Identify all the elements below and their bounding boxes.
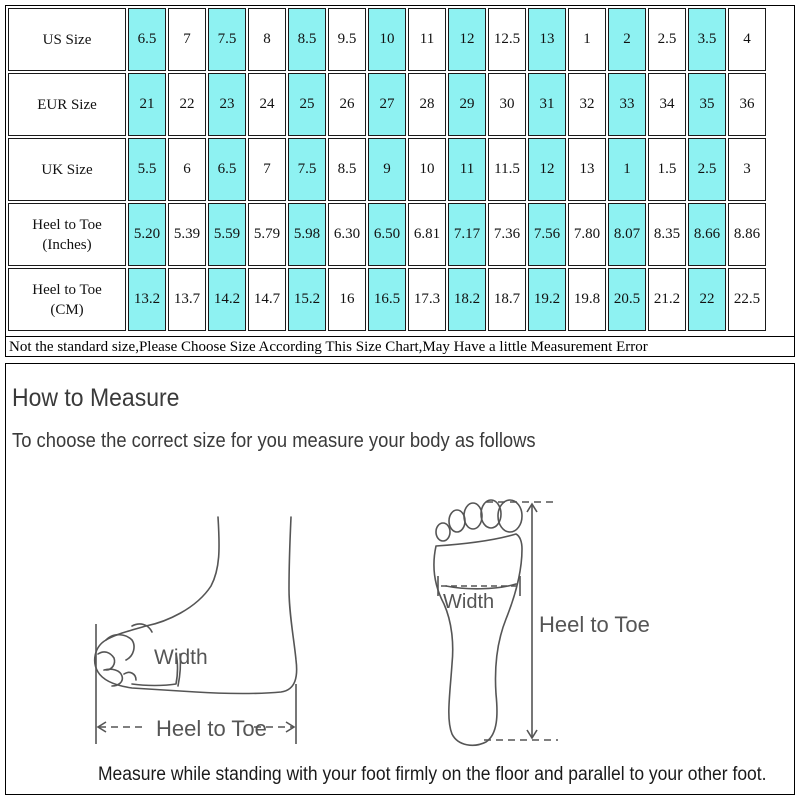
size-cell: 5.79: [248, 203, 286, 266]
size-cell: 20.5: [608, 268, 646, 331]
top-length-label: Heel to Toe: [539, 612, 650, 637]
size-cell: 23: [208, 73, 246, 136]
size-cell: 7.5: [208, 8, 246, 71]
size-cell: 1: [568, 8, 606, 71]
row-label: US Size: [8, 8, 126, 71]
size-cell: 7.5: [288, 138, 326, 201]
size-cell: 27: [368, 73, 406, 136]
size-cell: 16: [328, 268, 366, 331]
size-cell: 5.59: [208, 203, 246, 266]
size-cell: 5.5: [128, 138, 166, 201]
size-cell: 5.39: [168, 203, 206, 266]
size-cell: 12: [528, 138, 566, 201]
size-cell: 13.2: [128, 268, 166, 331]
size-cell: 6.5: [208, 138, 246, 201]
side-length-label: Heel to Toe: [156, 716, 267, 741]
row-label: [8, 203, 126, 266]
size-cell: 19.8: [568, 268, 606, 331]
size-cell: 8.5: [288, 8, 326, 71]
size-cell: 12.5: [488, 8, 526, 71]
uk-size-row: [8, 138, 766, 201]
size-cell: 18.7: [488, 268, 526, 331]
size-cell: 1: [608, 138, 646, 201]
measure-caption: Measure while standing with your foot firmly on the floor and parallel to your other foot.: [98, 764, 767, 785]
size-cell: 19.2: [528, 268, 566, 331]
top-width-label: Width: [443, 591, 495, 613]
size-cell: 3: [728, 138, 766, 201]
size-cell: 11: [448, 138, 486, 201]
size-cell: 17.3: [408, 268, 446, 331]
side-width-label: Width: [154, 646, 208, 669]
size-cell: 22: [688, 268, 726, 331]
size-cell: 9.5: [328, 8, 366, 71]
measure-title: How to Measure: [12, 384, 180, 412]
size-cell: 12: [448, 8, 486, 71]
size-cell: 35: [688, 73, 726, 136]
size-cell: 8.35: [648, 203, 686, 266]
how-to-measure-panel: [5, 363, 795, 795]
size-cell: 7.80: [568, 203, 606, 266]
size-cell: 34: [648, 73, 686, 136]
size-cell: 26: [328, 73, 366, 136]
size-cell: 18.2: [448, 268, 486, 331]
size-cell: 28: [408, 73, 446, 136]
size-cell: 3.5: [688, 8, 726, 71]
size-cell: 5.98: [288, 203, 326, 266]
size-cell: 8.07: [608, 203, 646, 266]
size-cell: 6.5: [128, 8, 166, 71]
size-cell: 11: [408, 8, 446, 71]
size-cell: 4: [728, 8, 766, 71]
size-cell: 10: [408, 138, 446, 201]
heel-to-toe-cm-row: [8, 268, 766, 331]
size-cell: 31: [528, 73, 566, 136]
size-cell: 16.5: [368, 268, 406, 331]
size-cell: 14.7: [248, 268, 286, 331]
size-cell: 32: [568, 73, 606, 136]
size-table: [6, 6, 768, 333]
size-cell: 22.5: [728, 268, 766, 331]
size-cell: 30: [488, 73, 526, 136]
size-cell: 7.36: [488, 203, 526, 266]
size-note: Not the standard size,Please Choose Size According This Size Chart,May Have a little Measurement Error: [6, 336, 794, 356]
top-foot-icon: [434, 500, 522, 745]
size-cell: 33: [608, 73, 646, 136]
size-cell: 21: [128, 73, 166, 136]
size-cell: 8.66: [688, 203, 726, 266]
heel-to-toe-inches-row: [8, 203, 766, 266]
row-label: [8, 268, 126, 331]
size-cell: 6: [168, 138, 206, 201]
row-label: EUR Size: [8, 73, 126, 136]
size-cell: 21.2: [648, 268, 686, 331]
size-cell: 13: [568, 138, 606, 201]
size-cell: 24: [248, 73, 286, 136]
size-cell: 2.5: [648, 8, 686, 71]
size-cell: 14.2: [208, 268, 246, 331]
size-cell: 5.20: [128, 203, 166, 266]
size-cell: 36: [728, 73, 766, 136]
row-label-line: Heel to Toe: [32, 281, 102, 298]
row-label-line: Heel to Toe: [32, 216, 102, 233]
row-label-line: (Inches): [42, 236, 92, 253]
size-cell: 2: [608, 8, 646, 71]
row-label: UK Size: [8, 138, 126, 201]
size-cell: 8: [248, 8, 286, 71]
size-cell: 2.5: [688, 138, 726, 201]
size-cell: 29: [448, 73, 486, 136]
row-label-line: (CM): [50, 301, 84, 318]
size-cell: 22: [168, 73, 206, 136]
size-chart: [5, 5, 795, 357]
size-cell: 13: [528, 8, 566, 71]
size-cell: 15.2: [288, 268, 326, 331]
size-cell: 10: [368, 8, 406, 71]
measure-subtitle: To choose the correct size for you measure your body as follows: [12, 430, 536, 452]
us-size-row: [8, 8, 766, 71]
size-cell: 13.7: [168, 268, 206, 331]
size-cell: 8.5: [328, 138, 366, 201]
foot-measure-illustration: [6, 364, 794, 794]
size-cell: 8.86: [728, 203, 766, 266]
size-cell: 9: [368, 138, 406, 201]
size-cell: 7: [168, 8, 206, 71]
size-cell: 6.50: [368, 203, 406, 266]
size-cell: 7.17: [448, 203, 486, 266]
eur-size-row: [8, 73, 766, 136]
size-cell: 11.5: [488, 138, 526, 201]
size-cell: 25: [288, 73, 326, 136]
size-cell: 6.81: [408, 203, 446, 266]
size-cell: 7: [248, 138, 286, 201]
size-cell: 7.56: [528, 203, 566, 266]
size-cell: 6.30: [328, 203, 366, 266]
size-cell: 1.5: [648, 138, 686, 201]
